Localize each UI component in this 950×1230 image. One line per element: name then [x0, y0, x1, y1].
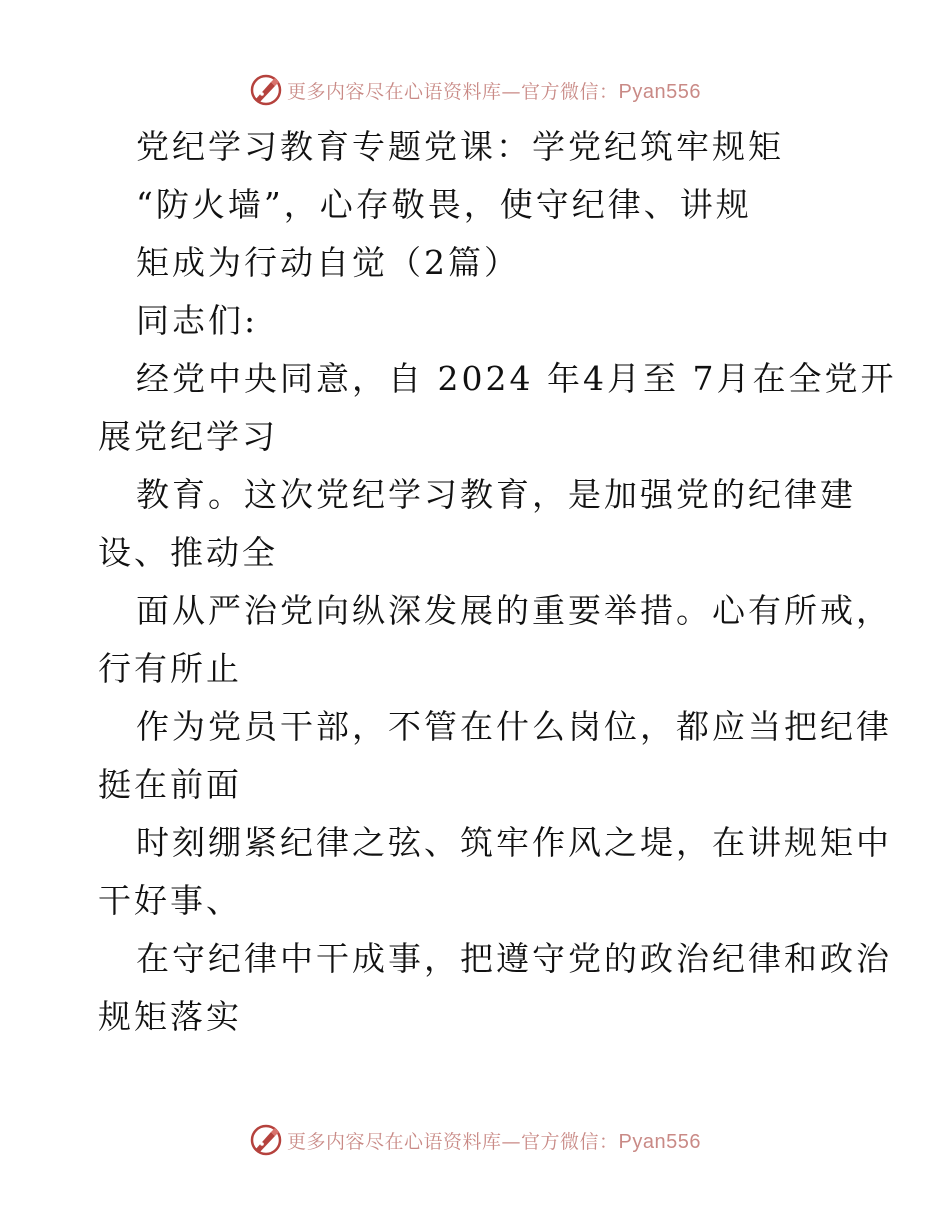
watermark-text: 更多内容尽在心语资料库—官方微信：Pyan556	[287, 1130, 701, 1153]
wechat-id: Pyan556	[618, 1130, 701, 1153]
paragraph-line: 教育。这次党纪学习教育，是加强党的纪律建	[136, 475, 856, 514]
paragraph-line: 面从严治党向纵深发展的重要举措。心有所戒，	[136, 591, 892, 630]
paragraph-line: 规矩落实	[98, 997, 242, 1036]
title-line: 党纪学习教育专题党课：学党纪筑牢规矩	[136, 127, 784, 166]
wechat-id: Pyan556	[618, 80, 701, 103]
watermark-text: 更多内容尽在心语资料库—官方微信：Pyan556	[287, 80, 701, 103]
title-line: “防火墙”，心存敬畏，使守纪律、讲规	[136, 185, 752, 224]
paragraph-line: 展党纪学习	[98, 417, 278, 456]
footer-watermark	[0, 1120, 950, 1160]
paragraph-line: 在守纪律中干成事，把遵守党的政治纪律和政治	[136, 939, 892, 978]
paragraph-line: 设、推动全	[98, 533, 278, 572]
pen-logo-icon	[249, 73, 283, 107]
title-line: 矩成为行动自觉（2篇）	[136, 243, 520, 282]
paragraph-line: 时刻绷紧纪律之弦、筑牢作风之堤，在讲规矩中	[136, 823, 892, 862]
salutation: 同志们:	[136, 301, 259, 340]
paragraph-line: 作为党员干部，不管在什么岗位，都应当把纪律	[136, 707, 892, 746]
document-body	[98, 118, 897, 1046]
header-watermark	[0, 70, 950, 110]
pen-logo-icon	[249, 1123, 283, 1157]
paragraph-line: 经党中央同意，自 2024 年4月至 7月在全党开	[136, 359, 897, 398]
paragraph-line: 挺在前面	[98, 765, 242, 804]
paragraph-line: 行有所止	[98, 649, 242, 688]
paragraph-line: 干好事、	[98, 881, 242, 920]
